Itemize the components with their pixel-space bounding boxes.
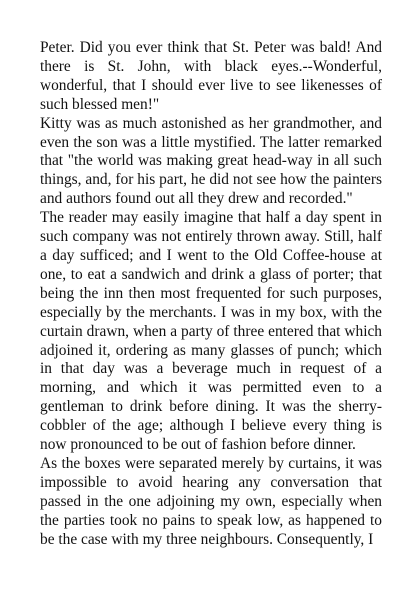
document-page [40, 39, 382, 549]
paragraph-1: Peter. Did you ever think that St. Peter was bald! And there is St. John, with black eyes.--Wonderful, wonderful, that I should ever live to see likenesses of such blessed men!" [40, 39, 382, 113]
paragraph-4: As the boxes were separated merely by curtains, it was impossible to avoid hearing any conversation that passed in the one adjoining my own, especially when the parties took no pains to speak low, as happened to be the case with my three neighbours. Consequently, I [40, 454, 382, 548]
paragraph-2: Kitty was as much astonished as her grandmother, and even the son was a little mystified. The latter remarked that "the world was making great head-way in all such things, and, for his part, he did not see how the painters and authors found out all they drew and recorded." [40, 114, 382, 208]
paragraph-3: The reader may easily imagine that half a day spent in such company was not entirely thrown away. Still, half a day sufficed; and I went to the Old Coffee-house at one, to eat a sandwich and drink a glass of porter; that being the inn then most frequented for such purposes, especially by the merchants. I was in my box, with the curtain drawn, when a party of three entered that which adjoined it, ordering as many glasses of punch; which in that day was a beverage much in request of a morning, and which it was permitted even to a gentleman to drink before dining. It was the sherry-cobbler of the age; although I believe every thing is now pronounced to be out of fashion before dinner. [40, 209, 382, 454]
